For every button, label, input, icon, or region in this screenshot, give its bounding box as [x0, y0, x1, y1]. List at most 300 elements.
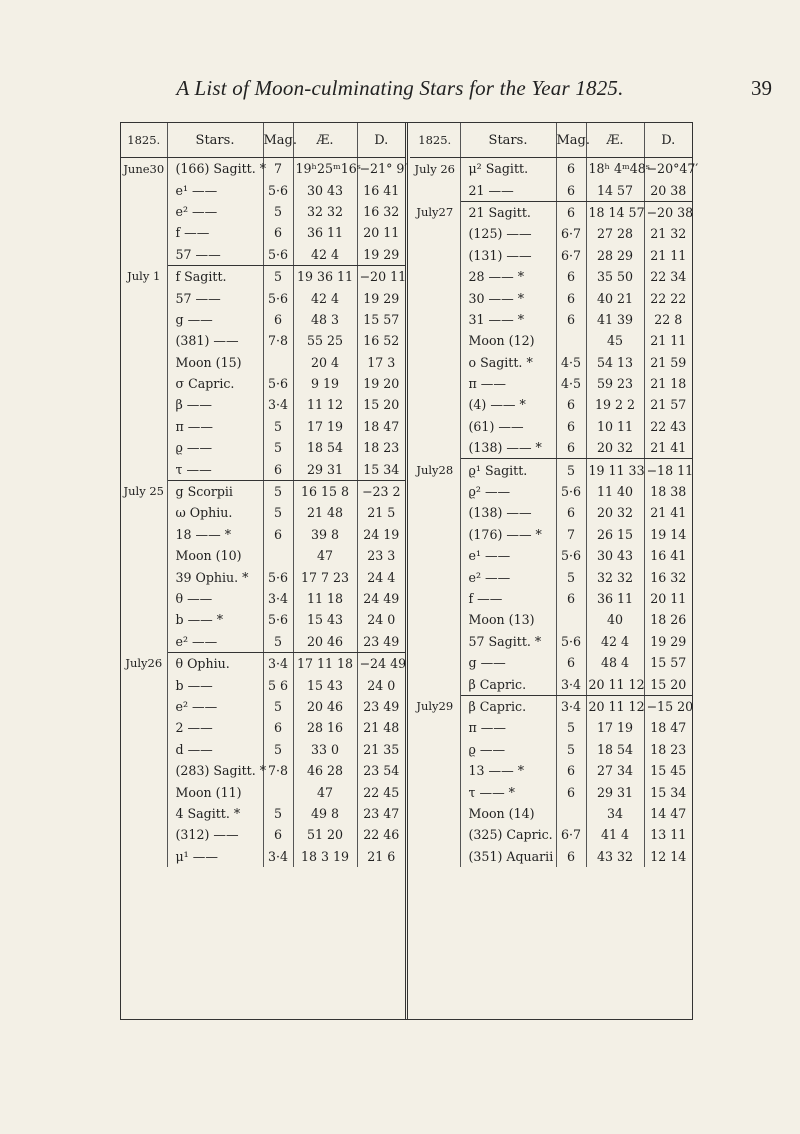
declination-cell: 15 20 — [644, 673, 692, 695]
declination-cell: 19 29 — [363, 290, 400, 306]
right-ascension-cell: 18 3 19 — [293, 846, 357, 867]
declination-cell: 21 59 — [650, 354, 687, 370]
star-row — [410, 695, 692, 717]
declination-cell: 18 26 — [650, 612, 687, 628]
star-name-cell: (166) Sagitt. * — [167, 158, 263, 180]
star-row — [121, 480, 405, 502]
magnitude-cell — [263, 545, 293, 566]
star-name-cell: Moon (13) — [460, 609, 556, 630]
magnitude-cell: 5 — [556, 459, 586, 481]
declination-cell: 20 38 — [644, 179, 692, 201]
right-ascension-cell: 39 8 — [293, 524, 357, 545]
magnitude-cell: 5·6 — [263, 566, 293, 587]
declination-cell: 19 14 — [650, 526, 687, 542]
declination-cell: 22 45 — [363, 784, 400, 800]
right-ascension-cell: 59 23 — [586, 373, 644, 394]
right-ascension-cell: 32 32 — [293, 201, 357, 222]
date-cell: July29 — [410, 695, 460, 867]
right-ascension-cell: 42 4 — [293, 244, 357, 266]
declination-cell: 24 4 — [367, 569, 396, 585]
right-ascension-cell: 40 21 — [586, 287, 644, 308]
declination-cell: −20°47′ — [646, 161, 699, 177]
star-name-cell: Moon (10) — [167, 545, 263, 566]
right-ascension-cell: 14 57 — [586, 179, 644, 201]
declination-cell: −21° 9′ — [359, 161, 408, 177]
right-ascension-cell: 19ʰ25ᵐ16ˢ — [293, 158, 357, 180]
magnitude-cell: 5 — [263, 265, 293, 287]
star-name-cell: θ Ophiu. — [167, 652, 263, 674]
star-name-cell: (381) —— — [167, 330, 263, 351]
right-ascension-cell: 48 4 — [586, 652, 644, 673]
declination-cell: 21 48 — [363, 720, 400, 736]
star-row — [121, 265, 405, 287]
declination-cell: 21 57 — [650, 397, 687, 413]
star-row — [121, 158, 405, 180]
star-name-cell: 39 Ophiu. * — [167, 566, 263, 587]
magnitude-cell: 6·7 — [556, 223, 586, 244]
star-name-cell: d —— — [167, 739, 263, 760]
magnitude-cell: 7 — [263, 158, 293, 180]
ledger-left-half — [121, 123, 408, 1019]
magnitude-cell — [263, 781, 293, 802]
declination-cell: 12 14 — [650, 848, 687, 864]
magnitude-cell: 6·7 — [556, 824, 586, 845]
star-name-cell: β —— — [167, 394, 263, 415]
declination-cell: 23 3 — [367, 548, 396, 564]
declination-cell: 19 29 — [650, 633, 687, 649]
star-name-cell: (312) —— — [167, 824, 263, 845]
left-table — [121, 123, 408, 867]
star-name-cell: 28 —— * — [460, 266, 556, 287]
declination-cell: 20 11 — [363, 225, 400, 241]
star-row — [410, 201, 692, 223]
declination-cell: 23 49 — [363, 698, 400, 714]
right-ascension-cell: 20 46 — [293, 631, 357, 653]
star-name-cell: (138) —— * — [460, 437, 556, 459]
star-name-cell: μ² Sagitt. — [460, 158, 556, 180]
right-ascension-cell: 34 — [586, 803, 644, 824]
star-name-cell: 13 —— * — [460, 760, 556, 781]
page-header — [0, 76, 800, 106]
magnitude-cell: 5 — [556, 739, 586, 760]
magnitude-cell: 7·8 — [263, 330, 293, 351]
right-ascension-cell: 18 14 57 — [586, 201, 644, 223]
date-cell: July26 — [121, 652, 167, 866]
left-body — [121, 158, 408, 867]
declination-cell: −15 20 — [646, 698, 694, 714]
star-name-cell: σ Capric. — [167, 373, 263, 394]
right-ascension-cell: 26 15 — [586, 524, 644, 545]
magnitude-cell: 6 — [556, 846, 586, 867]
declination-cell: 16 41 — [363, 182, 400, 198]
col-header-mag: Mag. — [556, 123, 586, 158]
right-ascension-cell: 20 11 12 — [586, 673, 644, 695]
declination-cell: 21 11 — [650, 247, 687, 263]
declination-cell: 13 11 — [650, 827, 687, 843]
star-name-cell: 30 —— * — [460, 287, 556, 308]
declination-cell: 22 22 — [650, 290, 687, 306]
declination-cell: 21 32 — [650, 226, 687, 242]
magnitude-cell: 3·4 — [263, 394, 293, 415]
declination-cell: 21 41 — [650, 505, 687, 521]
star-name-cell: b —— — [167, 674, 263, 695]
right-ascension-cell: 21 48 — [293, 502, 357, 523]
magnitude-cell: 5·6 — [556, 545, 586, 566]
magnitude-cell: 6 — [556, 158, 586, 180]
star-name-cell: e² —— — [167, 201, 263, 222]
right-ascension-cell: 27 28 — [586, 223, 644, 244]
declination-cell: 15 45 — [650, 763, 687, 779]
right-ascension-cell: 15 43 — [293, 674, 357, 695]
right-ascension-cell: 10 11 — [586, 416, 644, 437]
col-header-stars: Stars. — [460, 123, 556, 158]
star-name-cell: g —— — [167, 309, 263, 330]
right-ascension-cell: 42 4 — [293, 287, 357, 308]
date-cell: July 25 — [121, 480, 167, 652]
star-name-cell: ϱ —— — [460, 739, 556, 760]
col-header-stars: Stars. — [167, 123, 263, 158]
right-ascension-cell: 35 50 — [586, 266, 644, 287]
declination-cell: 21 5 — [367, 505, 396, 521]
magnitude-cell: 5 6 — [263, 674, 293, 695]
right-ascension-cell: 47 — [293, 545, 357, 566]
col-header-year: 1825. — [410, 123, 460, 158]
star-name-cell: e² —— — [167, 631, 263, 653]
right-ascension-cell: 16 15 8 — [293, 480, 357, 502]
magnitude-cell: 6 — [556, 416, 586, 437]
magnitude-cell: 6 — [263, 222, 293, 243]
declination-cell: 24 49 — [363, 591, 400, 606]
magnitude-cell: 3·4 — [556, 673, 586, 695]
declination-cell: 22 34 — [650, 269, 687, 285]
star-name-cell: (325) Capric. — [460, 824, 556, 845]
magnitude-cell: 3·4 — [263, 652, 293, 674]
right-ascension-cell: 45 — [586, 330, 644, 351]
right-ascension-cell: 47 — [293, 781, 357, 802]
date-cell: July27 — [410, 201, 460, 459]
star-name-cell: β Capric. — [460, 673, 556, 695]
declination-cell: −24 49 — [359, 656, 407, 672]
magnitude-cell: 6 — [263, 524, 293, 545]
magnitude-cell: 5 — [556, 566, 586, 587]
right-ascension-cell: 17 19 — [293, 416, 357, 437]
magnitude-cell: 6 — [556, 502, 586, 523]
right-ascension-cell: 11 12 — [293, 394, 357, 415]
right-ascension-cell: 19 11 33 — [586, 459, 644, 481]
star-name-cell: 21 Sagitt. — [460, 201, 556, 223]
col-header-year: 1825. — [121, 123, 167, 158]
star-name-cell: (176) —— * — [460, 524, 556, 545]
star-name-cell: τ —— * — [460, 781, 556, 802]
star-name-cell: 31 —— * — [460, 309, 556, 330]
right-ascension-cell: 11 18 — [293, 588, 357, 609]
right-ascension-cell: 43 32 — [586, 846, 644, 867]
declination-cell: 23 47 — [363, 805, 400, 821]
star-row — [121, 652, 405, 674]
star-name-cell: Moon (15) — [167, 352, 263, 373]
magnitude-cell: 5 — [263, 631, 293, 653]
right-ascension-cell: 11 40 — [586, 481, 644, 502]
declination-cell: 16 41 — [650, 548, 687, 564]
magnitude-cell: 5 — [263, 502, 293, 523]
col-header-dec: D. — [357, 123, 405, 158]
magnitude-cell — [556, 330, 586, 351]
declination-cell: 21 35 — [363, 741, 400, 757]
right-ascension-cell: 49 8 — [293, 803, 357, 824]
declination-cell: 15 34 — [650, 784, 687, 800]
star-name-cell: ϱ¹ Sagitt. — [460, 459, 556, 481]
right-ascension-cell: 9 19 — [293, 373, 357, 394]
declination-cell: 18 23 — [650, 741, 687, 757]
star-name-cell: (125) —— — [460, 223, 556, 244]
declination-cell: 22 46 — [363, 827, 400, 843]
declination-cell: −20 38 — [646, 204, 694, 220]
declination-cell: 24 19 — [363, 526, 400, 542]
declination-cell: 20 11 — [650, 591, 687, 606]
star-name-cell: (61) —— — [460, 416, 556, 437]
declination-cell: 17 3 — [367, 354, 396, 370]
right-table — [410, 123, 699, 867]
declination-cell: 22 8 — [654, 311, 683, 327]
magnitude-cell: 6 — [556, 760, 586, 781]
declination-cell: 15 20 — [363, 397, 400, 413]
left-header-row — [121, 123, 405, 158]
right-ascension-cell: 28 16 — [293, 717, 357, 738]
magnitude-cell: 6 — [263, 717, 293, 738]
star-row — [410, 158, 692, 180]
star-name-cell: (138) —— — [460, 502, 556, 523]
right-ascension-cell: 27 34 — [586, 760, 644, 781]
star-name-cell: 2 —— — [167, 717, 263, 738]
star-name-cell: θ —— — [167, 588, 263, 609]
declination-cell: 21 11 — [650, 333, 687, 349]
right-ascension-cell: 19 2 2 — [586, 394, 644, 415]
magnitude-cell: 5 — [263, 739, 293, 760]
right-ascension-cell: 36 11 — [293, 222, 357, 243]
magnitude-cell: 5·6 — [556, 631, 586, 652]
right-ascension-cell: 20 4 — [293, 352, 357, 373]
magnitude-cell: 6 — [556, 201, 586, 223]
right-ascension-cell: 33 0 — [293, 739, 357, 760]
magnitude-cell: 5 — [263, 416, 293, 437]
declination-cell: 23 54 — [363, 763, 400, 779]
declination-cell: −23 2 — [361, 484, 401, 500]
star-name-cell: e² —— — [167, 696, 263, 717]
right-ascension-cell: 19 36 11 — [293, 265, 357, 287]
right-ascension-cell: 29 31 — [586, 781, 644, 802]
date-cell: July 26 — [410, 158, 460, 202]
date-cell: July28 — [410, 459, 460, 695]
star-name-cell: (283) Sagitt. * — [167, 760, 263, 781]
magnitude-cell: 6 — [263, 824, 293, 845]
right-ascension-cell: 42 4 — [586, 631, 644, 652]
star-name-cell: Moon (14) — [460, 803, 556, 824]
declination-cell: 14 47 — [650, 805, 687, 821]
magnitude-cell: 5·6 — [556, 481, 586, 502]
right-ascension-cell: 32 32 — [586, 566, 644, 587]
declination-cell: 16 32 — [363, 203, 400, 219]
right-header-row — [410, 123, 692, 158]
star-row — [410, 459, 692, 481]
declination-cell: 22 43 — [650, 418, 687, 434]
declination-cell: 18 38 — [650, 484, 687, 500]
star-name-cell: ϱ —— — [167, 437, 263, 458]
declination-cell: 23 49 — [357, 631, 405, 653]
star-name-cell: (4) —— * — [460, 394, 556, 415]
page-number: 39 — [751, 76, 772, 100]
date-cell: July 1 — [121, 265, 167, 480]
right-ascension-cell: 29 31 — [293, 458, 357, 480]
declination-cell: 21 41 — [644, 437, 692, 459]
right-ascension-cell: 18 54 — [293, 437, 357, 458]
declination-cell: 15 34 — [357, 458, 405, 480]
star-name-cell: (131) —— — [460, 245, 556, 266]
star-name-cell: f —— — [167, 222, 263, 243]
magnitude-cell: 5 — [263, 480, 293, 502]
magnitude-cell: 5 — [263, 696, 293, 717]
star-name-cell: ϱ² —— — [460, 481, 556, 502]
star-name-cell: Moon (11) — [167, 781, 263, 802]
magnitude-cell: 5 — [556, 717, 586, 738]
right-ascension-cell: 41 4 — [586, 824, 644, 845]
right-ascension-cell: 20 32 — [586, 502, 644, 523]
star-name-cell: 57 —— — [167, 244, 263, 266]
declination-cell: 24 0 — [367, 612, 396, 628]
magnitude-cell: 6 — [556, 652, 586, 673]
star-name-cell: g —— — [460, 652, 556, 673]
right-ascension-cell: 28 29 — [586, 245, 644, 266]
declination-cell: −18 11 — [646, 462, 694, 478]
right-ascension-cell: 30 43 — [586, 545, 644, 566]
magnitude-cell: 5·6 — [263, 287, 293, 308]
right-ascension-cell: 46 28 — [293, 760, 357, 781]
right-ascension-cell: 36 11 — [586, 588, 644, 609]
right-ascension-cell: 15 43 — [293, 609, 357, 630]
right-ascension-cell: 41 39 — [586, 309, 644, 330]
magnitude-cell: 6 — [263, 458, 293, 480]
star-name-cell: f Sagitt. — [167, 265, 263, 287]
declination-cell: 24 0 — [367, 677, 396, 693]
declination-cell: 15 57 — [363, 311, 400, 327]
declination-cell: 18 23 — [363, 440, 400, 456]
star-name-cell: β Capric. — [460, 695, 556, 717]
star-name-cell: 57 Sagitt. * — [460, 631, 556, 652]
right-ascension-cell: 51 20 — [293, 824, 357, 845]
star-name-cell: 57 —— — [167, 287, 263, 308]
star-name-cell: g Scorpii — [167, 480, 263, 502]
magnitude-cell: 5·6 — [263, 373, 293, 394]
star-ledger — [120, 122, 699, 1020]
star-name-cell: τ —— — [167, 458, 263, 480]
star-name-cell: π —— — [167, 416, 263, 437]
star-name-cell: f —— — [460, 588, 556, 609]
star-name-cell: Moon (12) — [460, 330, 556, 351]
declination-cell: 19 20 — [363, 376, 400, 392]
magnitude-cell: 5·6 — [263, 179, 293, 200]
magnitude-cell — [556, 803, 586, 824]
star-name-cell: μ¹ —— — [167, 846, 263, 867]
star-name-cell: e¹ —— — [167, 179, 263, 200]
magnitude-cell: 5 — [263, 437, 293, 458]
date-cell: June30 — [121, 158, 167, 266]
col-header-ra: Æ. — [293, 123, 357, 158]
magnitude-cell: 3·4 — [263, 588, 293, 609]
right-body — [410, 158, 699, 867]
declination-cell: 21 6 — [367, 848, 396, 864]
star-name-cell: (351) Aquarii — [460, 846, 556, 867]
magnitude-cell: 3·4 — [556, 695, 586, 717]
magnitude-cell: 6 — [263, 309, 293, 330]
declination-cell: 19 29 — [357, 244, 405, 266]
right-ascension-cell: 18ʰ 4ᵐ48ˢ — [586, 158, 644, 180]
star-name-cell: 18 —— * — [167, 524, 263, 545]
magnitude-cell: 6 — [556, 179, 586, 201]
right-ascension-cell: 20 11 12 — [586, 695, 644, 717]
star-name-cell: 4 Sagitt. * — [167, 803, 263, 824]
col-header-mag: Mag. — [263, 123, 293, 158]
declination-cell: 16 32 — [650, 569, 687, 585]
magnitude-cell: 5 — [263, 201, 293, 222]
declination-cell: 15 57 — [650, 655, 687, 671]
star-name-cell: π —— — [460, 373, 556, 394]
magnitude-cell: 6 — [556, 781, 586, 802]
star-name-cell: e² —— — [460, 566, 556, 587]
right-ascension-cell: 17 7 23 — [293, 566, 357, 587]
magnitude-cell: 6·7 — [556, 245, 586, 266]
magnitude-cell: 6 — [556, 437, 586, 459]
right-ascension-cell: 54 13 — [586, 352, 644, 373]
star-name-cell: ω Ophiu. — [167, 502, 263, 523]
magnitude-cell: 6 — [556, 266, 586, 287]
magnitude-cell — [263, 352, 293, 373]
magnitude-cell: 5·6 — [263, 244, 293, 266]
running-title: A List of Moon-culminating Stars for the Year 1825. — [176, 76, 624, 100]
magnitude-cell: 4·5 — [556, 373, 586, 394]
ledger-right-half — [410, 123, 699, 1019]
magnitude-cell: 4·5 — [556, 352, 586, 373]
col-header-ra: Æ. — [586, 123, 644, 158]
magnitude-cell: 6 — [556, 309, 586, 330]
right-ascension-cell: 18 54 — [586, 739, 644, 760]
col-header-dec: D. — [644, 123, 692, 158]
magnitude-cell: 5·6 — [263, 609, 293, 630]
magnitude-cell: 7·8 — [263, 760, 293, 781]
star-name-cell: π —— — [460, 717, 556, 738]
right-ascension-cell: 20 46 — [293, 696, 357, 717]
right-ascension-cell: 17 11 18 — [293, 652, 357, 674]
right-ascension-cell: 55 25 — [293, 330, 357, 351]
declination-cell: 16 52 — [363, 333, 400, 349]
right-ascension-cell: 40 — [586, 609, 644, 630]
declination-cell: −20 11 — [359, 269, 407, 285]
star-name-cell: b —— * — [167, 609, 263, 630]
right-ascension-cell: 48 3 — [293, 309, 357, 330]
declination-cell: 21 18 — [650, 376, 687, 392]
magnitude-cell: 5 — [263, 803, 293, 824]
star-name-cell: 21 —— — [460, 179, 556, 201]
star-name-cell: ο Sagitt. * — [460, 352, 556, 373]
declination-cell: 18 47 — [650, 720, 687, 736]
magnitude-cell: 3·4 — [263, 846, 293, 867]
star-name-cell: e¹ —— — [460, 545, 556, 566]
magnitude-cell — [556, 609, 586, 630]
magnitude-cell: 6 — [556, 588, 586, 609]
magnitude-cell: 6 — [556, 287, 586, 308]
declination-cell: 18 47 — [363, 418, 400, 434]
right-ascension-cell: 17 19 — [586, 717, 644, 738]
right-ascension-cell: 30 43 — [293, 179, 357, 200]
magnitude-cell: 7 — [556, 524, 586, 545]
